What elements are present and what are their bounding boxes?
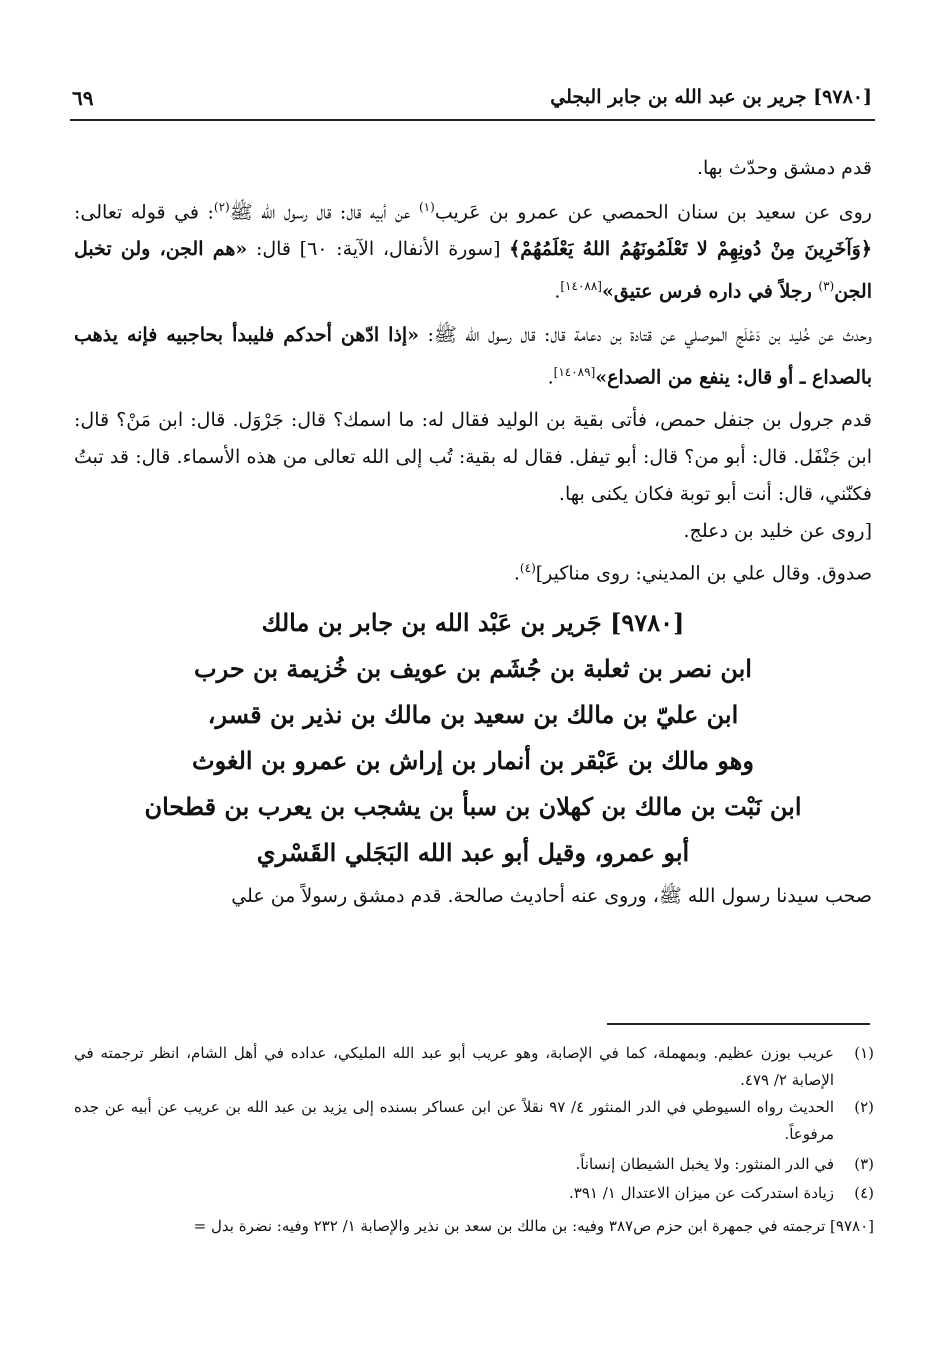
footnote-ref-1: (١) [418, 200, 435, 214]
header-rule [70, 119, 875, 121]
biography-line: أبو عمرو، وقيل أبو عبد الله البَجَلي القَسْري [256, 838, 690, 868]
footnote-text: في الدر المنثور: ولا يخبل الشيطان إنساناً. [575, 1155, 834, 1173]
footnote-1 [74, 1040, 874, 1094]
footnote-text: زيادة استدركت عن ميزان الاعتدال ١/ ٣٩١. [569, 1184, 834, 1202]
hadith-number: [١٤٠٨٨] [560, 279, 602, 294]
page-number: ٦٩ [72, 86, 94, 110]
footnote-ref-4: (٤) [519, 560, 536, 575]
biography-line: ابن نَبْت بن مالك بن كهلان بن سبأ بن يشجب بن يعرب بن قطحان [144, 792, 802, 822]
footnote-4 [74, 1180, 874, 1207]
biography-heading [74, 600, 872, 876]
paragraph-3: وحدث عن خُليد بن دَعْلَج الموصلي عن قتادة بن دعامة قال: قال رسول الله ﷺ: «إذا ادّهن أحدكم فليبدأ بحاجبيه فإنه يذهب بالصداع ـ أو قال: ينفع من الصداع»[١٤٠٨٩]. [74, 323, 872, 388]
footnote-number: (٣) [854, 1155, 874, 1173]
biography-line: ابن نصر بن ثعلبة بن جُشَم بن عويف بن خُزيمة بن حرب [194, 654, 752, 684]
paragraph-6: صدوق. وقال علي بن المديني: روى مناكير]$^{(٤)}$. [513, 560, 872, 585]
quran-quote: ﴿وَآخَرِينَ مِنْ دُونِهِمْ لا تَعْلَمُونَهُمُ اللهُ يَعْلَمُهُمْ﴾ [509, 238, 872, 261]
hadith-text: «إذا ادّهن أحدكم فليبدأ بحاجبيه فإنه يذهب بالصداع ـ أو قال: ينفع من الصداع» [74, 323, 872, 388]
running-title: [٩٧٨٠] جرير بن عبد الله بن جابر البجلي [550, 86, 872, 108]
biography-line: وهو مالك بن عَبْقر بن أنمار بن إراش بن عمرو بن الغوث [192, 746, 754, 776]
footnote-text: الحديث رواه السيوطي في الدر المنثور ٤/ ٩٧ نقلاً عن ابن عساكر بسنده إلى يزيد بن عبد الله بن عريب عن أبيه عن جده مرفوعاً. [74, 1098, 835, 1143]
paragraph-1: قدم دمشق وحدّث بها. [696, 157, 872, 179]
footnotes [74, 1040, 874, 1240]
paragraph-2: روى عن سعيد بن سنان الحمصي عن عمرو بن عَريب$^{(١)}$ عن أبيه قال: قال رسول الله ﷺ$^{(٢)}$: في قوله تعالى: ﴿وَآخَرِينَ مِنْ دُونِهِمْ لا تَعْلَمُونَهُمُ اللهُ يَعْلَمُهُمْ﴾ [سورة الأنفال، الآية: ٦٠] قال: «هم الجن، ولن تخبل الجن$^{(٣)}$ رجلاً في داره فرس عتيق»[١٤٠٨٨]. [74, 200, 872, 303]
page-header [72, 86, 872, 120]
biography-line: ابن عليّ بن مالك بن سعيد بن مالك بن نذير بن قسر، [207, 700, 739, 730]
footnote-ref-3: (٣) [818, 279, 835, 294]
hadith-text: «هم الجن، ولن تخبل الجن [74, 238, 872, 303]
footnote-text: عريب بوزن عظيم. وبمهملة، كما في الإصابة، وهو عريب أبو عبد الله المليكي، عداده في أهل الشام، انظر ترجمته في الإصابة ٢/ ٤٧٩. [74, 1044, 834, 1089]
footnote-ref-2: (٢) [213, 200, 230, 214]
biography-line: [٩٧٨٠] جَرير بن عَبْد الله بن جابر بن مالك [261, 608, 685, 638]
paragraph-5: [روى عن خليد بن دعلج. [683, 519, 872, 542]
footnote-3 [74, 1151, 874, 1178]
paragraph-4: قدم جرول بن جنفل حمص، فأتى بقية بن الوليد فقال له: ما اسمك؟ قال: جَرْوَل. قال: ابن مَنْ؟ قال: ابن جَنْفَل. قال: أبو من؟ قال: أبو تيفل. فقال له بقية: تُب إلى الله تعالى من هذه الأسماء. قال: قد تبتُ فكنّني، قال: أنت أبو توبة فكان يكنى بها. [74, 408, 872, 505]
footnote-number: (٤) [854, 1184, 874, 1202]
main-text [74, 150, 872, 915]
biography-text: صحب سيدنا رسول الله ﷺ، وروى عنه أحاديث صالحة. قدم دمشق رسولاً من علي [231, 885, 872, 908]
footnote-number: (٢) [854, 1098, 874, 1116]
footnote-2 [74, 1094, 874, 1148]
footnote-number: (١) [854, 1044, 874, 1062]
footnote-rule [607, 1023, 870, 1025]
hadith-number: [١٤٠٨٩] [553, 364, 596, 379]
reference-note: [٩٧٨٠] ترجمته في جمهرة ابن حزم ص٣٨٧ وفيه: بن مالك بن سعد بن نذير والإصابة ١/ ٢٣٢ وفيه: نضرة بدل = [193, 1217, 874, 1235]
